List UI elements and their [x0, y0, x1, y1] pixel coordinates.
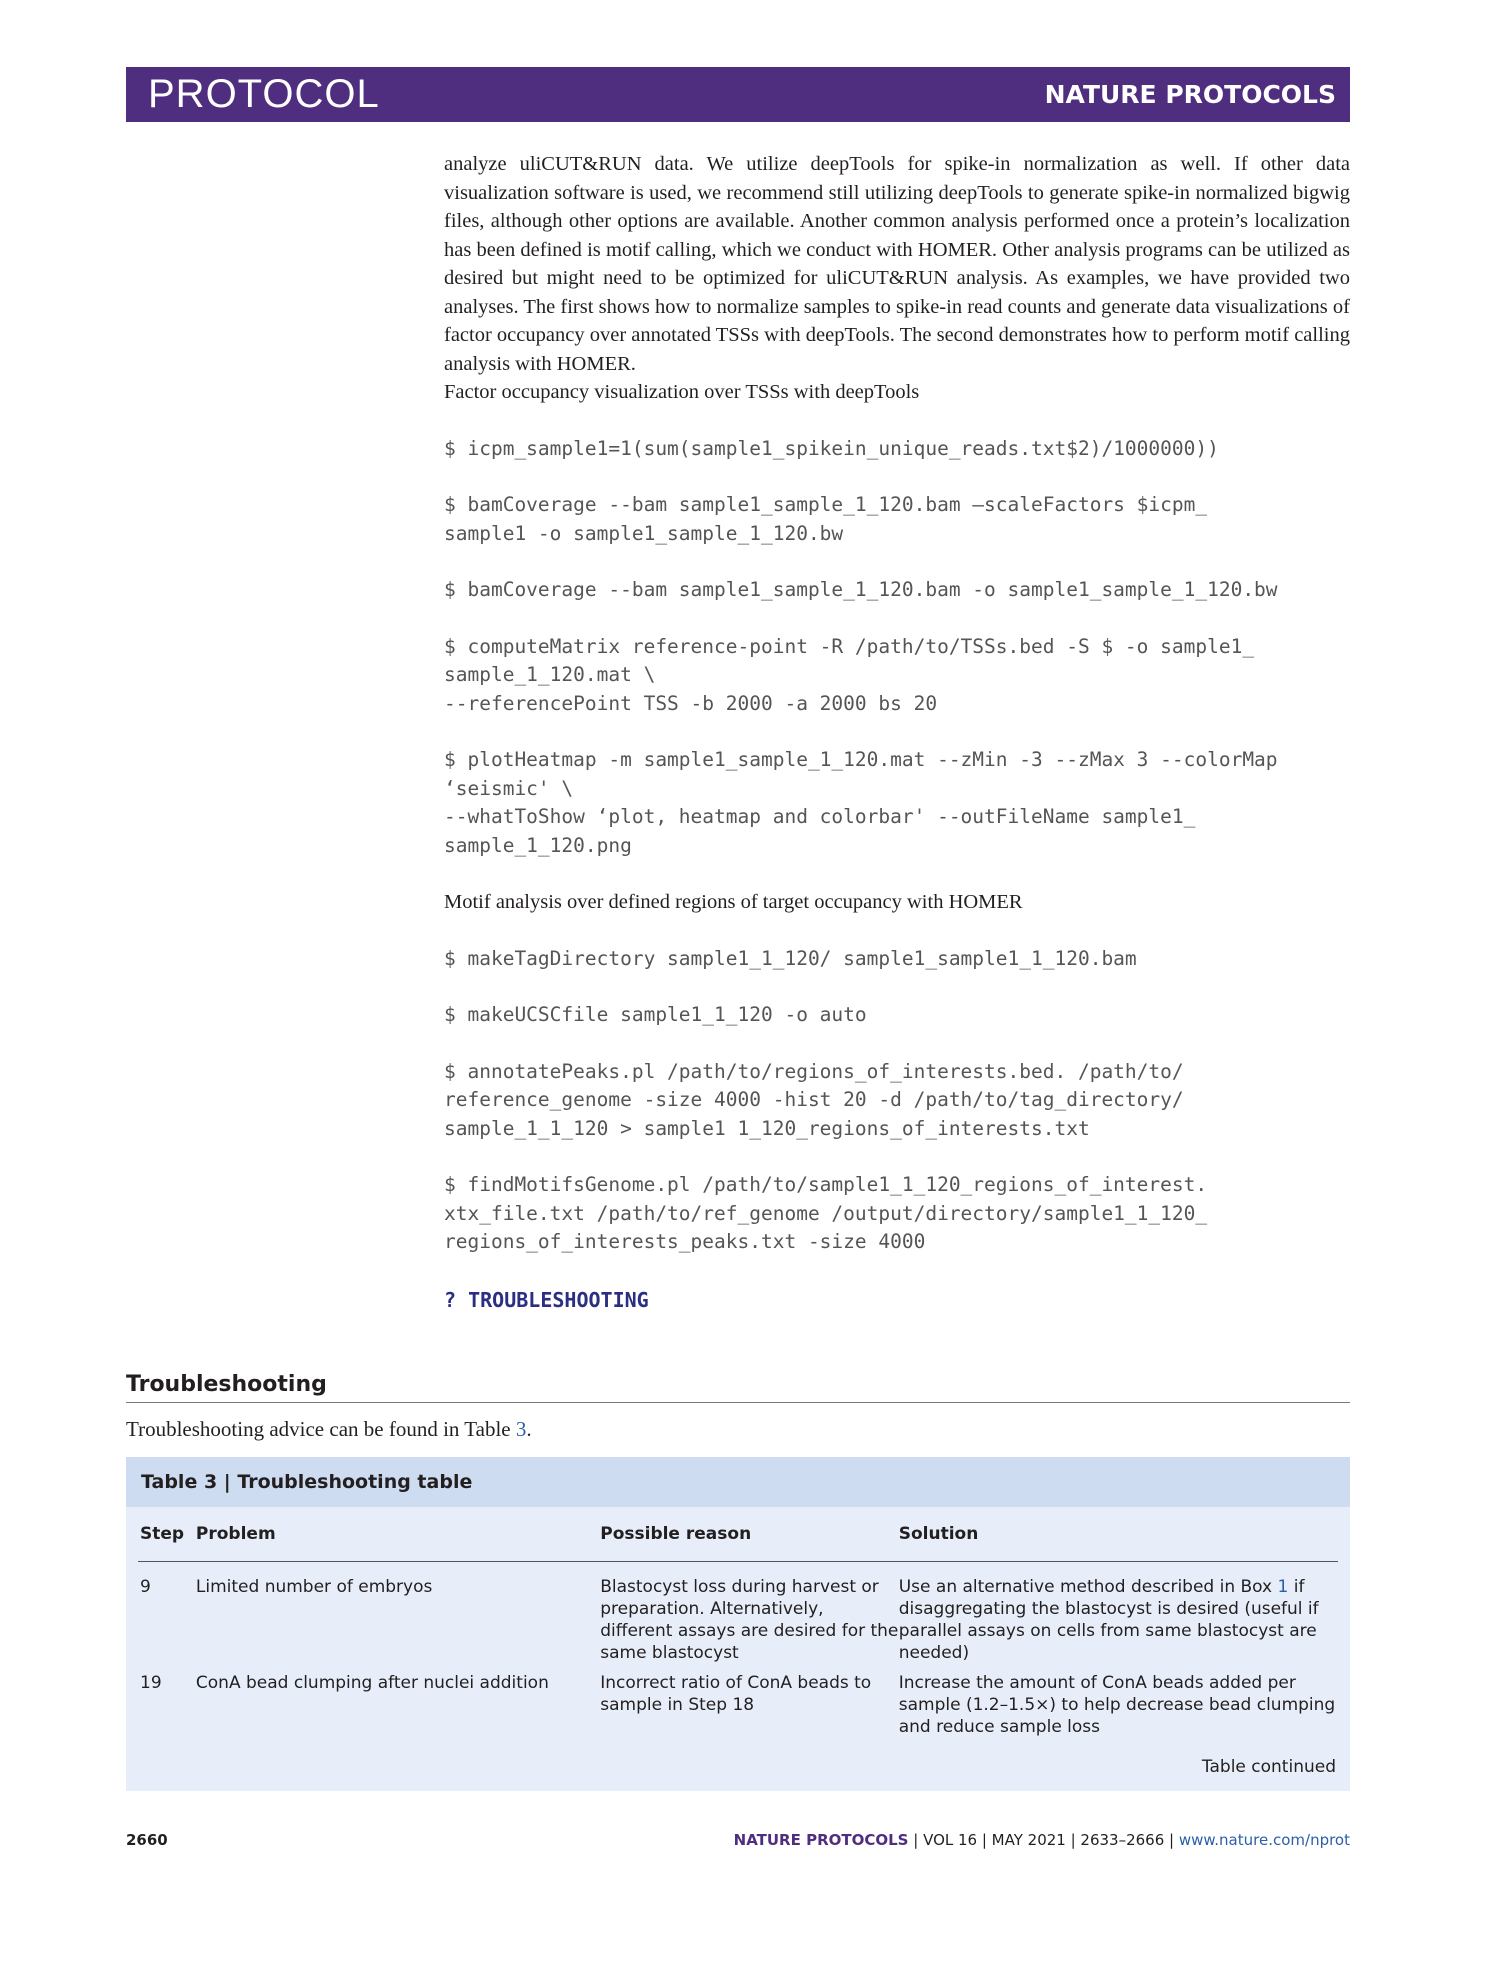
cell-solution	[899, 1672, 1338, 1738]
column-header-step: Step	[140, 1524, 185, 1544]
column-header-reason: Possible reason	[600, 1524, 752, 1544]
table-reference-link[interactable]: 3	[515, 1417, 527, 1441]
main-text-column	[444, 150, 1350, 1313]
code-block: $ annotatePeaks.pl /path/to/regions_of_interests.bed. /path/to/ reference_genome -size 4000 -hist 20 -d /path/to/tag_directory/ sample_1_1_120 > sample1 1_120_regions_of_interests.txt	[444, 1059, 1184, 1140]
journal-header-banner	[126, 67, 1350, 122]
table-caption: Table 3 | Troubleshooting table	[126, 1457, 1350, 1507]
cell-step: 9	[140, 1577, 151, 1597]
homer-heading: Motif analysis over defined regions of target occupancy with HOMER	[444, 891, 1023, 913]
code-block: $ plotHeatmap -m sample1_sample_1_120.mat --zMin -3 --zMax 3 --colorMap ‘seismic' \ --whatToShow ‘plot, heatmap and colorbar' --outFileName sample1_ sample_1_120.png	[444, 748, 1278, 857]
troubleshooting-section	[126, 1370, 1350, 1443]
table-body	[138, 1562, 1338, 1738]
troubleshooting-table	[126, 1457, 1350, 1791]
table-grid	[138, 1507, 1338, 1738]
cell-problem: Limited number of embryos	[195, 1577, 433, 1597]
footer-citation: | VOL 16 | MAY 2021 | 2633–2666 |	[908, 1831, 1179, 1849]
cell-problem: ConA bead clumping after nuclei addition	[195, 1673, 549, 1693]
table-header-row	[138, 1507, 1338, 1562]
code-block: $ findMotifsGenome.pl /path/to/sample1_1_120_regions_of_interest. xtx_file.txt /path/to/ref_genome /output/directory/sample1_1_120_ regions_of_interests_peaks.txt -size 4000	[444, 1173, 1208, 1253]
cell-solution-text: Increase the amount of ConA beads added per sample (1.2–1.5×) to help decrease bead clumping and reduce sample loss	[898, 1673, 1336, 1737]
journal-name-label: NATURE PROTOCOLS	[1044, 80, 1336, 109]
code-block: $ bamCoverage --bam sample1_sample_1_120.bam –scaleFactors $icpm_ sample1 -o sample1_sample_1_120.bw	[444, 493, 1208, 545]
intro-paragraph: analyze uliCUT&RUN data. We utilize deepTools for spike-in normalization as well. If other data visualization software is used, we recommend still utilizing deepTools to generate spike-in normalized bigwig files, although other options are available. Another common analysis performed once a protein’s localization has been defined is motif calling, which we conduct with HOMER. Other analysis programs can be utilized as desired but might need to be optimized for uliCUT&RUN analysis. As examples, we have provided two analyses. The first shows how to normalize samples to spike-in read counts and generate data visualizations of factor occupancy over annotated TSSs with deepTools. The second demonstrates how to perform motif calling analysis with HOMER.	[444, 153, 1350, 375]
code-block: $ icpm_sample1=1(sum(sample1_spikein_unique_reads.txt$2)/1000000))	[444, 436, 1219, 460]
cell-solution-text: Use an alternative method described in Box	[898, 1577, 1278, 1597]
table-row	[138, 1576, 1338, 1664]
deeptools-heading: Factor occupancy visualization over TSSs with deepTools	[444, 381, 920, 403]
article-type-label: PROTOCOL	[148, 72, 380, 116]
cell-reason: Incorrect ratio of ConA beads to sample in Step 18	[600, 1673, 872, 1715]
cell-reason: Blastocyst loss during harvest or preparation. Alternatively, different assays are desired for the same blastocyst	[600, 1577, 899, 1663]
table-continued-note: Table continued	[1201, 1757, 1336, 1777]
column-header-problem: Problem	[195, 1524, 276, 1544]
page-number: 2660	[126, 1831, 168, 1849]
code-block: $ bamCoverage --bam sample1_sample_1_120.bam -o sample1_sample_1_120.bw	[444, 578, 1278, 601]
section-text	[126, 1415, 1350, 1443]
code-block: $ makeTagDirectory sample1_1_120/ sample1_sample1_1_120.bam	[444, 946, 1137, 970]
section-text-lead: Troubleshooting advice can be found in Table	[126, 1417, 516, 1441]
box-reference-link[interactable]: 1	[1277, 1577, 1289, 1597]
table-row	[138, 1672, 1338, 1738]
footer-journal-name: NATURE PROTOCOLS	[733, 1831, 909, 1849]
cell-solution-text: if disaggregating the blastocyst is desired (useful if parallel assays on cells from same blastocyst are needed)	[898, 1577, 1319, 1663]
cell-step: 19	[140, 1673, 162, 1693]
section-title: Troubleshooting	[126, 1370, 1350, 1403]
column-header-solution: Solution	[898, 1524, 979, 1544]
citation-line	[734, 1831, 1350, 1849]
troubleshooting-link[interactable]: ? TROUBLESHOOTING	[444, 1287, 649, 1312]
code-block: $ computeMatrix reference-point -R /path/to/TSSs.bed -S $ -o sample1_ sample_1_120.mat \ --referencePoint TSS -b 2000 -a 2000 bs 20	[444, 634, 1255, 715]
cell-solution	[899, 1576, 1338, 1664]
journal-url-link[interactable]: www.nature.com/nprot	[1178, 1831, 1350, 1849]
code-block: $ makeUCSCfile sample1_1_120 -o auto	[444, 1003, 867, 1026]
section-text-tail: .	[526, 1417, 532, 1441]
